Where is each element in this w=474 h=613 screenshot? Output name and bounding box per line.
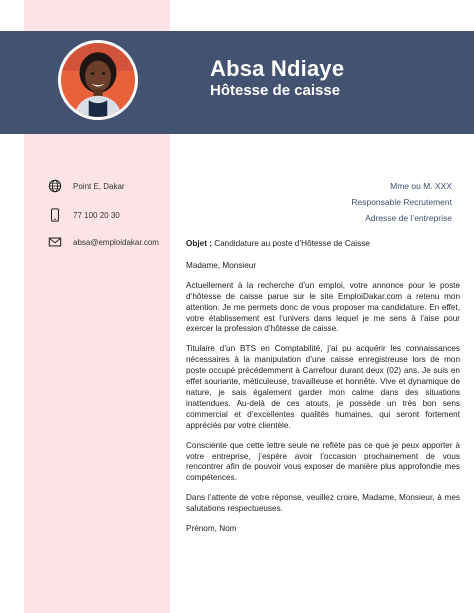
avatar <box>61 43 135 117</box>
portrait-image <box>61 43 135 117</box>
subject-label: Objet : <box>186 239 212 248</box>
contact-phone <box>47 207 120 223</box>
letter-paragraph-2: Titulaire d’un BTS en Comptabilité, j’ai pu acquérir les connaissances nécessaires à la manipulation d’une caisse enregistreuse lors de mon poste occupé précédemment à Carrefour durant deux (02) ans. Je suis en effet souriante, méticuleuse, travailleuse et honnête. Vive et dynamique de nature, je sais également garder mon calme dans des situations inattendues. Au-delà de ces atouts, je possède un très bon sens commercial et d’excellentes qualités humaines, qui seront fortement appréciés par votre clientèle. <box>186 344 460 430</box>
letter-paragraph-1: Actuellement à la recherche d’un emploi, votre annonce pour le poste d’hôtesse de caisse parue sur le site EmploiDakar.com a retenu mon attention. Je me permets donc de vous proposer ma candidature. En effet, votre établissement est l’univers dans lequel je me sens à l’aise pour exercer la profession d’hôtesse de caisse. <box>186 280 460 334</box>
globe-icon <box>47 178 63 194</box>
recipient-address: Adresse de l’entreprise <box>365 213 452 223</box>
recipient-role: Responsable Recrutement <box>351 197 452 207</box>
job-title: Hôtesse de caisse <box>210 82 341 99</box>
mail-icon <box>47 234 63 250</box>
letter-subject <box>186 239 460 250</box>
phone-icon <box>47 207 63 223</box>
subject-text: Candidature au poste d’Hôtesse de Caisse <box>211 239 370 248</box>
letter-body <box>186 239 460 544</box>
address-text: Point E, Dakar <box>73 181 125 191</box>
letter-paragraph-3: Consciente que cette lettre seule ne reflète pas ce que je peux apporter à votre entreprise, j’espère avoir l’occasion prochainement de vous rencontrer afin de pouvoir vous exposer de manière plus approfondie mes compétences. <box>186 440 460 483</box>
phone-text: 77 100 20 30 <box>73 210 120 220</box>
profile-photo <box>58 40 138 120</box>
email-text: absa@emploidakar.com <box>73 237 159 247</box>
contact-address <box>47 178 125 194</box>
letter-paragraph-4: Dans l’attente de votre réponse, veuillez croire, Madame, Monsieur, à mes salutations respectueuses. <box>186 493 460 514</box>
letter-signature: Prénom, Nom <box>186 524 237 534</box>
candidate-name: Absa Ndiaye <box>210 56 345 81</box>
contact-email <box>47 234 159 250</box>
recipient-name: Mme ou M. XXX <box>390 181 452 191</box>
letter-salutation: Madame, Monsieur <box>186 260 257 270</box>
